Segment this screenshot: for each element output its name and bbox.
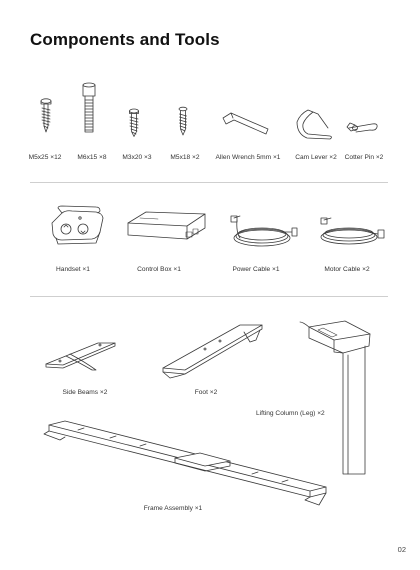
label-cotter-pin: Cotter Pin ×2 bbox=[344, 154, 384, 161]
label-m5x18: M5x18 ×2 bbox=[170, 154, 200, 161]
screw-m3x20-icon bbox=[130, 109, 139, 137]
page-title: Components and Tools bbox=[30, 30, 220, 49]
handset-icon bbox=[52, 206, 103, 244]
screw-m5x25-icon bbox=[41, 99, 51, 132]
screw-m5x18-icon bbox=[179, 107, 187, 135]
label-power-cable: Power Cable ×1 bbox=[232, 266, 280, 273]
foot-icon bbox=[163, 325, 262, 378]
frame-assembly-icon bbox=[44, 421, 326, 505]
page-number: 02 bbox=[397, 545, 406, 554]
lifting-column-icon bbox=[300, 321, 370, 474]
cam-lever-icon bbox=[297, 110, 332, 139]
label-side-beams: Side Beams ×2 bbox=[62, 389, 108, 396]
section-divider bbox=[30, 296, 388, 297]
label-motor-cable: Motor Cable ×2 bbox=[324, 266, 370, 273]
motor-cable-icon bbox=[321, 218, 384, 244]
control-box-icon bbox=[128, 212, 205, 239]
label-cam-lever: Cam Lever ×2 bbox=[295, 154, 337, 161]
cotter-pin-icon bbox=[347, 123, 377, 132]
side-beam-icon bbox=[46, 343, 115, 370]
label-m3x20: M3x20 ×3 bbox=[122, 154, 152, 161]
label-lifting-column: Lifting Column (Leg) ×2 bbox=[256, 410, 325, 417]
bolt-m6x15-icon bbox=[83, 83, 95, 132]
section-divider bbox=[30, 182, 388, 183]
label-allen-wrench: Allen Wrench 5mm ×1 bbox=[215, 154, 281, 161]
label-foot: Foot ×2 bbox=[194, 389, 218, 396]
label-handset: Handset ×1 bbox=[56, 266, 90, 273]
label-m5x25: M5x25 ×12 bbox=[28, 154, 62, 161]
label-control-box: Control Box ×1 bbox=[137, 266, 181, 273]
power-cable-icon bbox=[231, 216, 297, 246]
allen-wrench-icon bbox=[223, 113, 268, 134]
label-frame-assembly: Frame Assembly ×1 bbox=[143, 505, 203, 512]
label-m6x15: M6x15 ×8 bbox=[77, 154, 107, 161]
